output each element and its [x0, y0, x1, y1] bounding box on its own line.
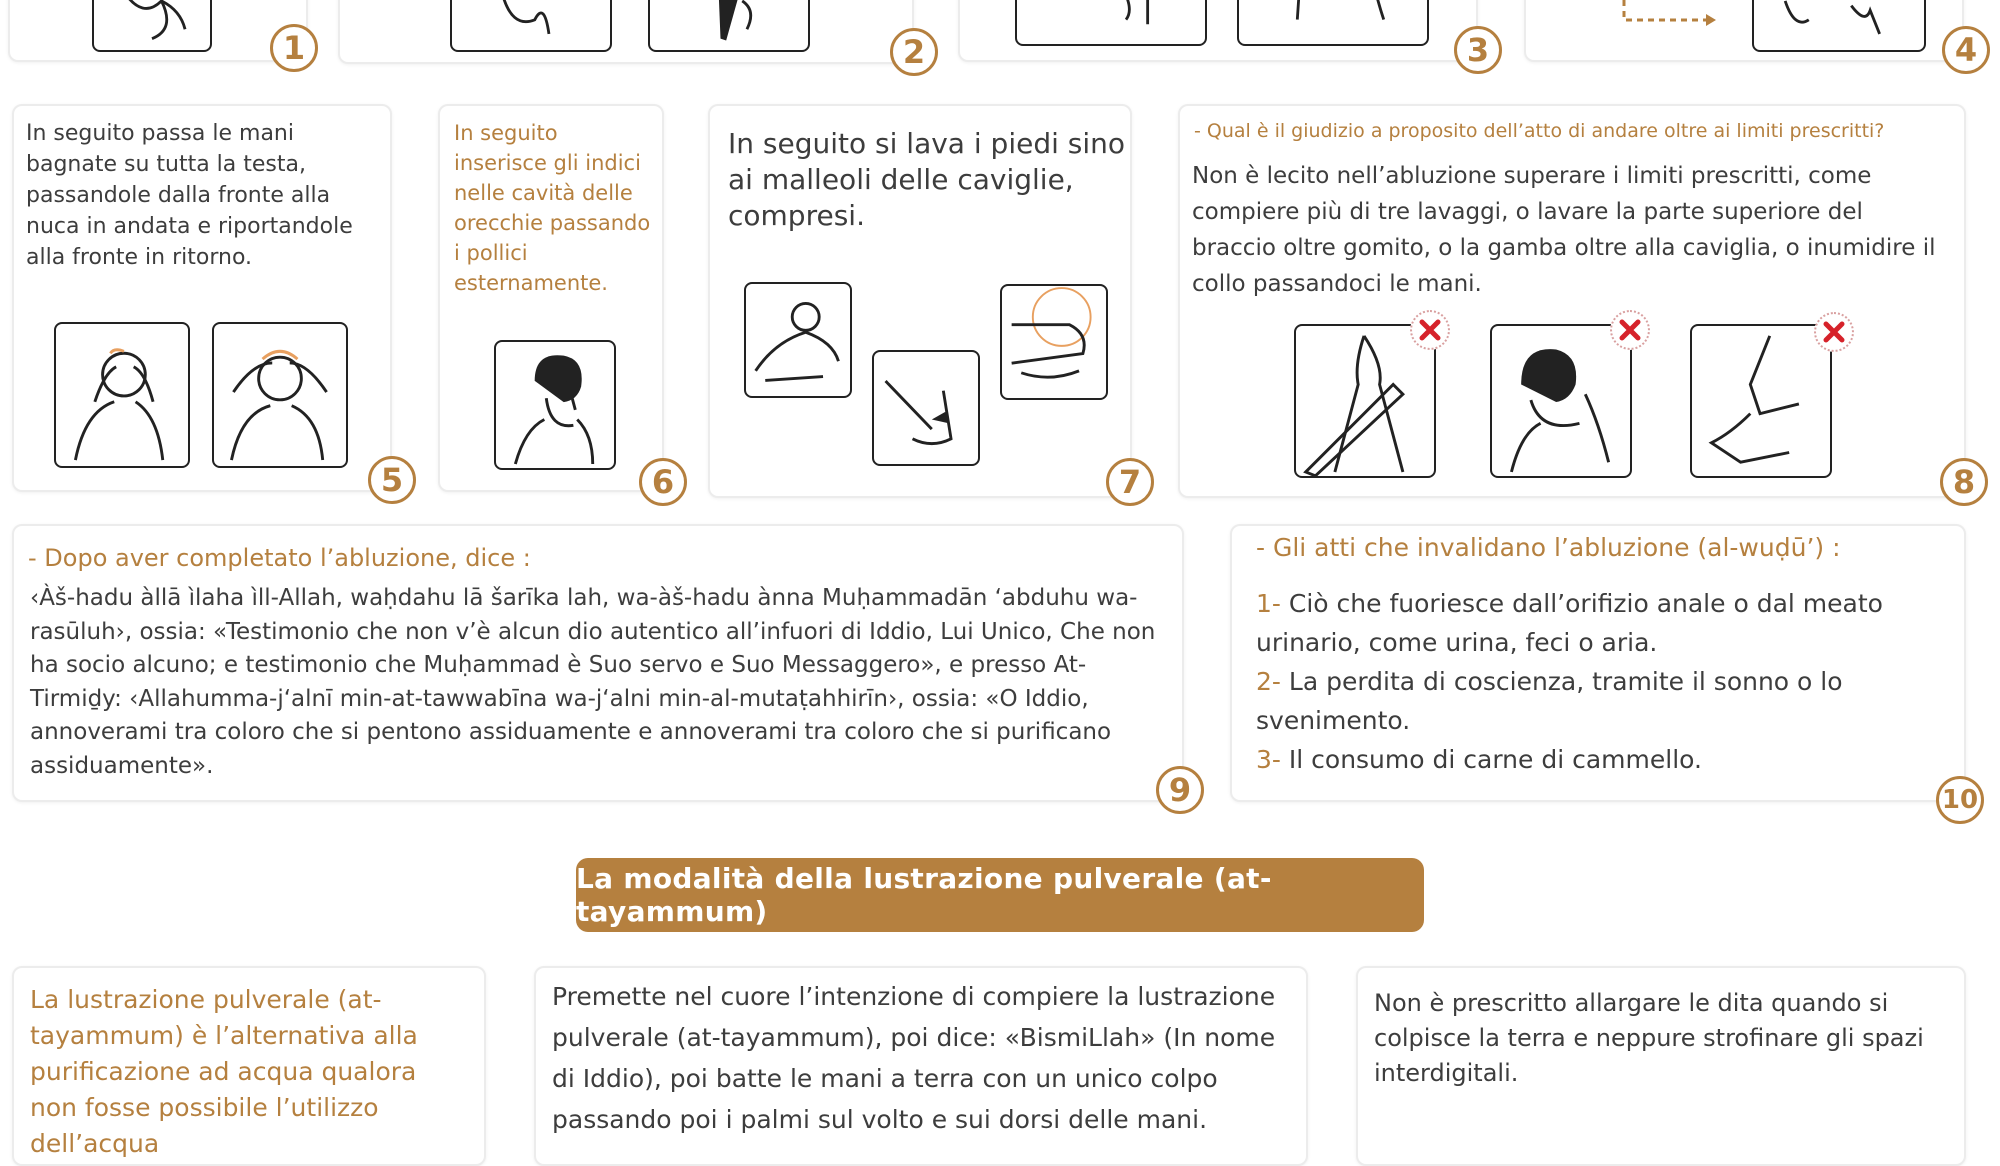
step-number-3: 3	[1454, 26, 1502, 74]
list-item-number: 1-	[1256, 589, 1281, 618]
step-8-illustration-a	[1294, 324, 1436, 478]
step-number-1: 1	[270, 24, 318, 72]
list-item-text: Ciò che fuoriesce dall’orifizio anale o dal meato urinario, come urina, feci o aria.	[1256, 589, 1883, 657]
dashed-arrow-icon	[1620, 0, 1720, 30]
forbidden-cross-icon	[1610, 310, 1650, 350]
list-item	[1256, 740, 1956, 779]
step-8-illustration-c	[1690, 324, 1832, 478]
step-9-text: ‹Àš-hadu àllā ìlaha ìll-Allah, waḥdahu lā šarīka lah, wa-àš-hadu ànna Muḥammadān ‘abduhu wa-rasūluh›, ossia: «Testimonio che non v’è alcun dio autentico all’infuori di Iddio, Lui Unico, Che non ha socio alcuno; e testimonio che Muḥammad è Suo servo e Suo Messaggero», e presso At-Tirmiḏy: ‹Allahumma-j‘alnī min-at-tawwabīna wa-j‘alni min-al-mutaṭahhirīn›, ossia: «O Iddio, annoverami tra coloro che si pentono assiduamente e annoverami tra coloro che si purificano assiduamente».	[30, 585, 1156, 779]
step-3-illustration-b	[1237, 0, 1429, 46]
step-2-illustration-a	[450, 0, 612, 52]
step-5-text: In seguito passa le mani bagnate su tutta la testa, passandole dalla fronte alla nuca in andata e riportandole alla fronte in ritorno.	[26, 121, 353, 270]
step-number-8: 8	[1940, 458, 1988, 506]
list-item-number: 2-	[1256, 667, 1281, 696]
step-card-2	[338, 0, 914, 64]
step-number-9: 9	[1156, 766, 1204, 814]
tayammum-note-text: Non è prescritto allargare le dita quando si colpisce la terra e neppure strofinare gli spazi interdigitali.	[1374, 989, 1924, 1087]
step-number-2: 2	[890, 28, 938, 76]
tayammum-procedure-text: Premette nel cuore l’intenzione di compiere la lustrazione pulverale (at-tayammum), poi dice: «BismiLlah» (In nome di Iddio), poi batte le mani a terra con un unico colpo passando poi i palmi sul volto e sui dorsi delle mani.	[552, 982, 1276, 1134]
step-number-10: 10	[1936, 776, 1984, 824]
step-number-4: 4	[1942, 26, 1990, 74]
forbidden-cross-icon	[1410, 310, 1450, 350]
step-5-illustration-b	[212, 322, 348, 468]
list-item-text: Il consumo di carne di cammello.	[1280, 745, 1702, 774]
forbidden-cross-icon	[1814, 312, 1854, 352]
step-7-illustration-c	[1000, 284, 1108, 400]
step-8-text: Non è lecito nell’abluzione superare i limiti prescritti, come compiere più di tre lavaggi, o lavare la parte superiore del braccio oltre gomito, o la gamba oltre alla caviglia, o inumidire il collo passandoci le mani.	[1192, 163, 1936, 297]
step-8-illustration-b	[1490, 324, 1632, 478]
step-2-illustration-b	[648, 0, 810, 52]
list-item-number: 3-	[1256, 745, 1281, 774]
step-5-illustration-a	[54, 322, 190, 468]
step-6-illustration	[494, 340, 616, 470]
step-number-7: 7	[1106, 458, 1154, 506]
step-9-heading: - Dopo aver completato l’abluzione, dice :	[28, 544, 531, 572]
invalidation-list	[1256, 584, 1956, 779]
step-4-illustration	[1752, 0, 1926, 52]
step-1-illustration	[92, 0, 212, 52]
step-8-question: - Qual è il giudizio a proposito dell’atto di andare oltre ai limiti prescritti?	[1194, 120, 1885, 142]
step-7-illustration-a	[744, 282, 852, 398]
list-item	[1256, 662, 1956, 740]
step-3-illustration-a	[1015, 0, 1207, 46]
step-6-text: In seguito inserisce gli indici nelle cavità delle orecchie passando i pollici esternamente.	[454, 121, 651, 295]
step-number-5: 5	[368, 456, 416, 504]
tayammum-section-title: La modalità della lustrazione pulverale (at-tayammum)	[576, 858, 1424, 932]
step-7-illustration-b	[872, 350, 980, 466]
tayammum-intro-text: La lustrazione pulverale (at-tayammum) è l’alternativa alla purificazione ad acqua qualora non fosse possibile l’utilizzo dell’acqua	[30, 985, 418, 1158]
step-7-text: In seguito si lava i piedi sino ai malleoli delle caviglie, compresi.	[728, 127, 1126, 232]
step-10-heading: - Gli atti che invalidano l’abluzione (al-wuḍū’) :	[1256, 533, 1841, 562]
step-number-6: 6	[639, 458, 687, 506]
list-item	[1256, 584, 1956, 662]
list-item-text: La perdita di coscienza, tramite il sonno o lo svenimento.	[1256, 667, 1843, 735]
